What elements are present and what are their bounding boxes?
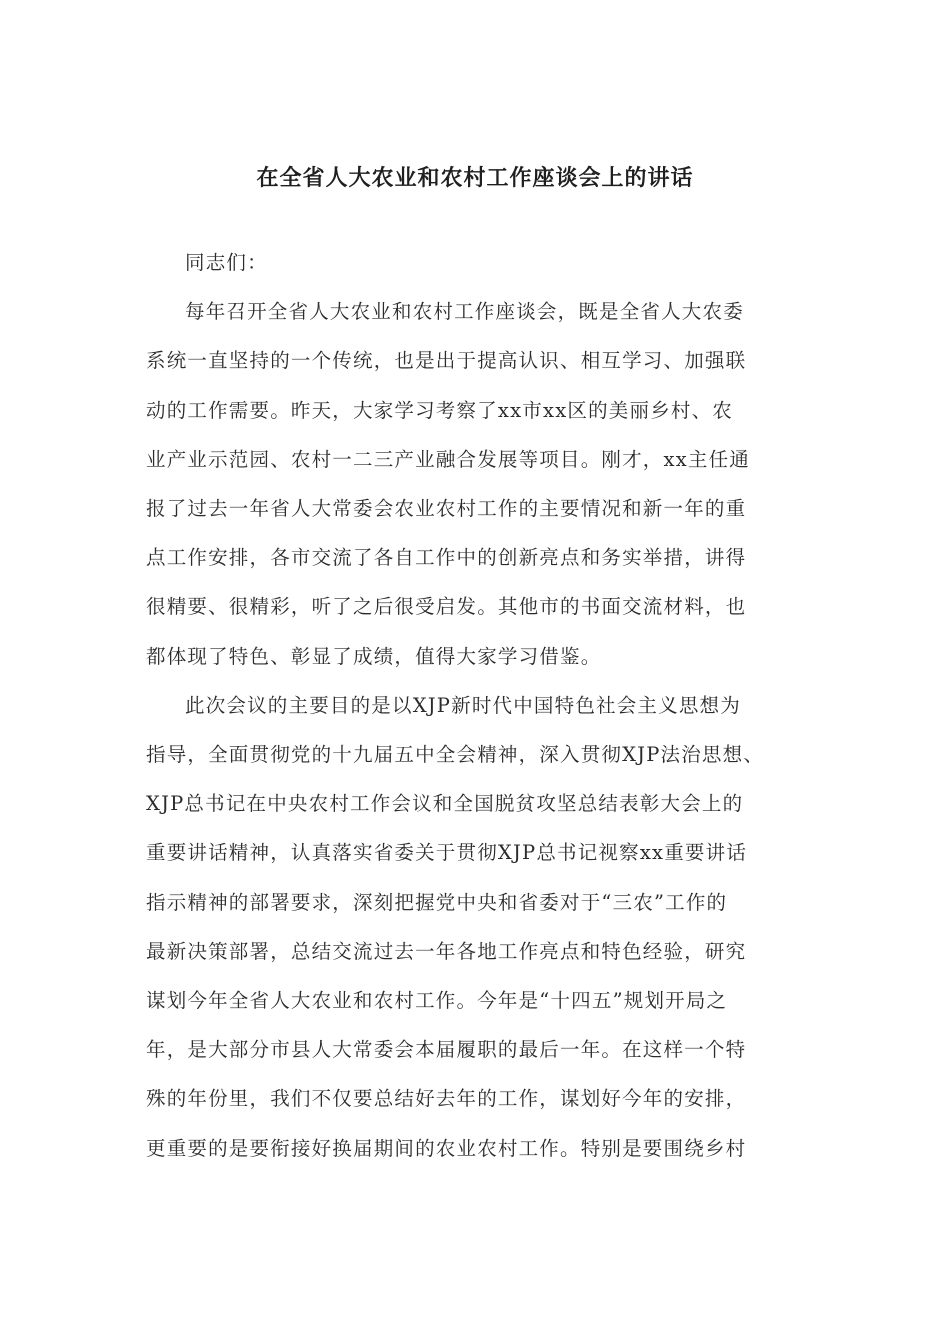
paragraph-1 (146, 287, 806, 681)
paragraph-line: 殊的年份里，我们不仅要总结好去年的工作，谋划好今年的安排， (146, 1087, 747, 1111)
salutation-line: 同志们： (185, 251, 268, 274)
paragraph-line: 此次会议的主要目的是以XJP新时代中国特色社会主义思想为 (185, 693, 741, 717)
paragraph-line: 年，是大部分市县人大常委会本届履职的最后一年。在这样一个特 (146, 1038, 747, 1062)
paragraph-line: 业产业示范园、农村一二三产业融合发展等项目。刚才，xx主任通 (146, 447, 750, 471)
paragraph-line: 指示精神的部署要求，深刻把握党中央和省委对于“三农”工作的 (146, 890, 728, 914)
paragraph-line: 每年召开全省人大农业和农村工作座谈会，既是全省人大农委 (185, 300, 744, 324)
paragraph-line: 系统一直坚持的一个传统，也是出于提高认识、相互学习、加强联 (146, 349, 747, 373)
paragraph-line: 点工作安排，各市交流了各自工作中的创新亮点和务实举措，讲得 (146, 546, 747, 570)
paragraph-line: 指导，全面贯彻党的十九届五中全会精神，深入贯彻XJP法治思想、 (146, 743, 765, 767)
paragraph-line: 动的工作需要。昨天，大家学习考察了xx市xx区的美丽乡村、农 (146, 398, 733, 422)
paragraph-line: 重要讲话精神，认真落实省委关于贯彻XJP总书记视察xx重要讲话 (146, 841, 748, 865)
paragraph-line: 谋划今年全省人大农业和农村工作。今年是“十四五”规划开局之 (146, 989, 728, 1013)
paragraph-line: 更重要的是要衔接好换届期间的农业农村工作。特别是要围绕乡村 (146, 1136, 747, 1160)
paragraph-line: 报了过去一年省人大常委会农业农村工作的主要情况和新一年的重 (146, 497, 747, 521)
salutation (146, 238, 806, 287)
paragraph-line: XJP总书记在中央农村工作会议和全国脱贫攻坚总结表彰大会上的 (146, 792, 744, 816)
paragraph-2 (146, 681, 806, 1173)
document-body (146, 238, 806, 1173)
document-title: 在全省人大农业和农村工作座谈会上的讲话 (256, 165, 694, 191)
paragraph-line: 都体现了特色、彰显了成绩，值得大家学习借鉴。 (146, 644, 602, 668)
paragraph-line: 很精要、很精彩，听了之后很受启发。其他市的书面交流材料，也 (146, 595, 747, 619)
paragraph-line: 最新决策部署，总结交流过去一年各地工作亮点和特色经验，研究 (146, 939, 747, 963)
